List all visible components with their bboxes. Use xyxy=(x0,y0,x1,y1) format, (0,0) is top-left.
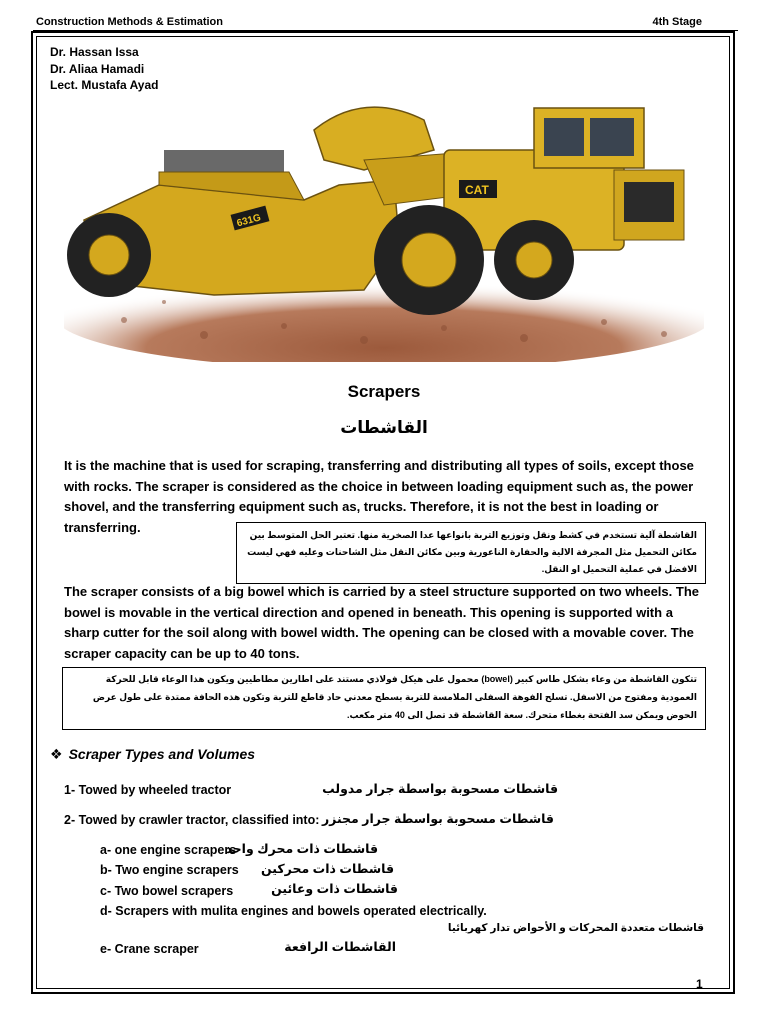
section-title: Scraper Types and Volumes xyxy=(68,746,256,762)
type-item-2a: a- one engine scrapers xyxy=(100,843,237,857)
type-item-2-arabic: قاشطات مسحوبة بواسطة جرار مجنزر xyxy=(321,812,554,826)
model-label: 631G xyxy=(235,212,263,230)
course-title: Construction Methods & Estimation xyxy=(36,16,223,28)
page-title-arabic: القاشطات xyxy=(340,418,428,437)
arabic-note-box-1: القاشطة آلية تستخدم في كشط ونقل وتوزيع التربة بانواعها عدا الصخرية منها. تعتبر الحل المتوسط بين مكائن التحميل مثل المجرفة الالية والحفارة الناعورية وبين مكائن النقل مثل الشاحنات وعليه فهي ليست الافضل في عملية التحميل او النقل. xyxy=(236,522,706,584)
type-item-2d: d- Scrapers with mulita engines and bowels operated electrically. xyxy=(100,904,487,918)
author-3: Lect. Mustafa Ayad xyxy=(50,78,159,92)
diamond-bullet-icon: ❖ xyxy=(50,746,63,762)
type-item-1-arabic: قاشطات مسحوبة بواسطة جرار مدولب xyxy=(322,782,558,796)
type-item-2c: c- Two bowel scrapers xyxy=(100,884,234,898)
type-item-1: 1- Towed by wheeled tractor xyxy=(64,783,232,797)
type-item-2b-arabic: قاشطات ذات محركين xyxy=(261,862,394,876)
type-item-2b: b- Two engine scrapers xyxy=(100,863,239,877)
type-item-2: 2- Towed by crawler tractor, classified into: xyxy=(64,813,320,827)
structure-paragraph: The scraper consists of a big bowel which is carried by a steel structure supported on two wheels. The bowel is movable in the vertical direction and opened in beneath. This opening is supported with a sharp cutter for the soil along with bowel width. The opening can be closed with a movable cover. The scraper capacity can be up to 40 tons. xyxy=(64,584,699,661)
type-item-2d-arabic: قاشطات متعددة المحركات و الأحواض تدار كهربائيا xyxy=(447,922,704,934)
type-item-2a-arabic: قاشطات ذات محرك واحد xyxy=(225,842,378,856)
brand-logo: CAT xyxy=(465,183,489,197)
page-number: 1 xyxy=(696,977,703,991)
type-item-2e-arabic: القاشطات الرافعة xyxy=(284,940,396,954)
page-title: Scrapers xyxy=(347,382,421,401)
stage-label: 4th Stage xyxy=(652,16,702,28)
page-header xyxy=(36,16,702,30)
type-item-2c-arabic: قاشطات ذات وعائين xyxy=(271,882,398,896)
section-heading xyxy=(50,746,255,763)
authors xyxy=(50,44,158,94)
arabic-note-box-2: تتكون القاشطة من وعاء بشكل طاس كبير (bowel) محمول على هيكل فولاذي مستند على اطارين مطاطيين ويكون هذا الوعاء قابل للحركة العمودية ومفتوح من الاسفل. تسلح الفوهة السفلى الملامسة للتربة بسطح معدني حاد قاطع للتربة وتكون هذه الحافة ممتدة على طول عرض الحوض ويمكن سد الفتحة بغطاء متحرك. سعة القاشطة قد تصل الى 40 متر مكعب. xyxy=(62,667,706,730)
type-item-2e: e- Crane scraper xyxy=(100,942,199,956)
author-2: Dr. Aliaa Hamadi xyxy=(50,61,145,76)
intro-paragraph: It is the machine that is used for scraping, transferring and distributing all types of soils, except those with rocks. The scraper is considered as the choice in between loading equipment such as, the power shovel, and the transferring equipment such as, trucks. Therefore, it is not the best in loading or transferring. xyxy=(64,458,694,535)
scraper-photo xyxy=(64,90,704,362)
author-1: Dr. Hassan Issa xyxy=(50,45,139,59)
